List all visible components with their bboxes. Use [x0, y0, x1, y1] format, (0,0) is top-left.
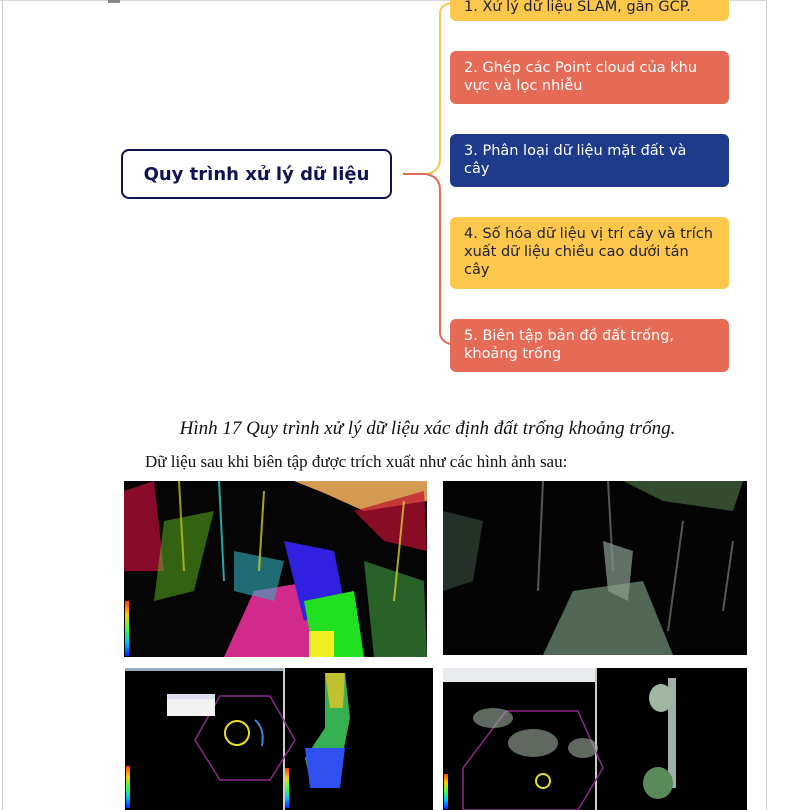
- software-rgb-view-image: [443, 668, 747, 810]
- scroll-marker: [108, 0, 120, 3]
- step-5-node: 5. Biên tập bản đồ đất trống, khoảng trống: [450, 319, 729, 372]
- color-scale-bar: [125, 601, 129, 656]
- body-paragraph: Dữ liệu sau khi biên tập được trích xuất như các hình ảnh sau:: [145, 452, 568, 471]
- page-left-edge: [2, 0, 3, 810]
- point-cloud-classified-image: [124, 481, 427, 657]
- step-1-node: 1. Xử lý dữ liệu SLAM, gắn GCP.: [450, 0, 729, 21]
- bracket-connector: [400, 0, 450, 360]
- color-scale-bar-right: [285, 768, 289, 808]
- point-cloud-rgb-image: [443, 481, 747, 655]
- figure-caption: Hình 17 Quy trình xử lý dữ liệu xác định đất trống khoảng trống.: [179, 418, 676, 439]
- page-right-edge: [766, 0, 767, 810]
- color-scale-bar-left: [126, 766, 130, 808]
- diagram-root-node: Quy trình xử lý dữ liệu: [121, 149, 392, 199]
- step-2-node: 2. Ghép các Point cloud của khu vực và lọc nhiễu: [450, 51, 729, 104]
- software-height-view-image: [125, 668, 433, 810]
- color-scale-bar: [444, 774, 448, 809]
- step-4-node: 4. Số hóa dữ liệu vị trí cây và trích xuất dữ liệu chiều cao dưới tán cây: [450, 217, 729, 289]
- step-3-node: 3. Phân loại dữ liệu mặt đất và cây: [450, 134, 729, 187]
